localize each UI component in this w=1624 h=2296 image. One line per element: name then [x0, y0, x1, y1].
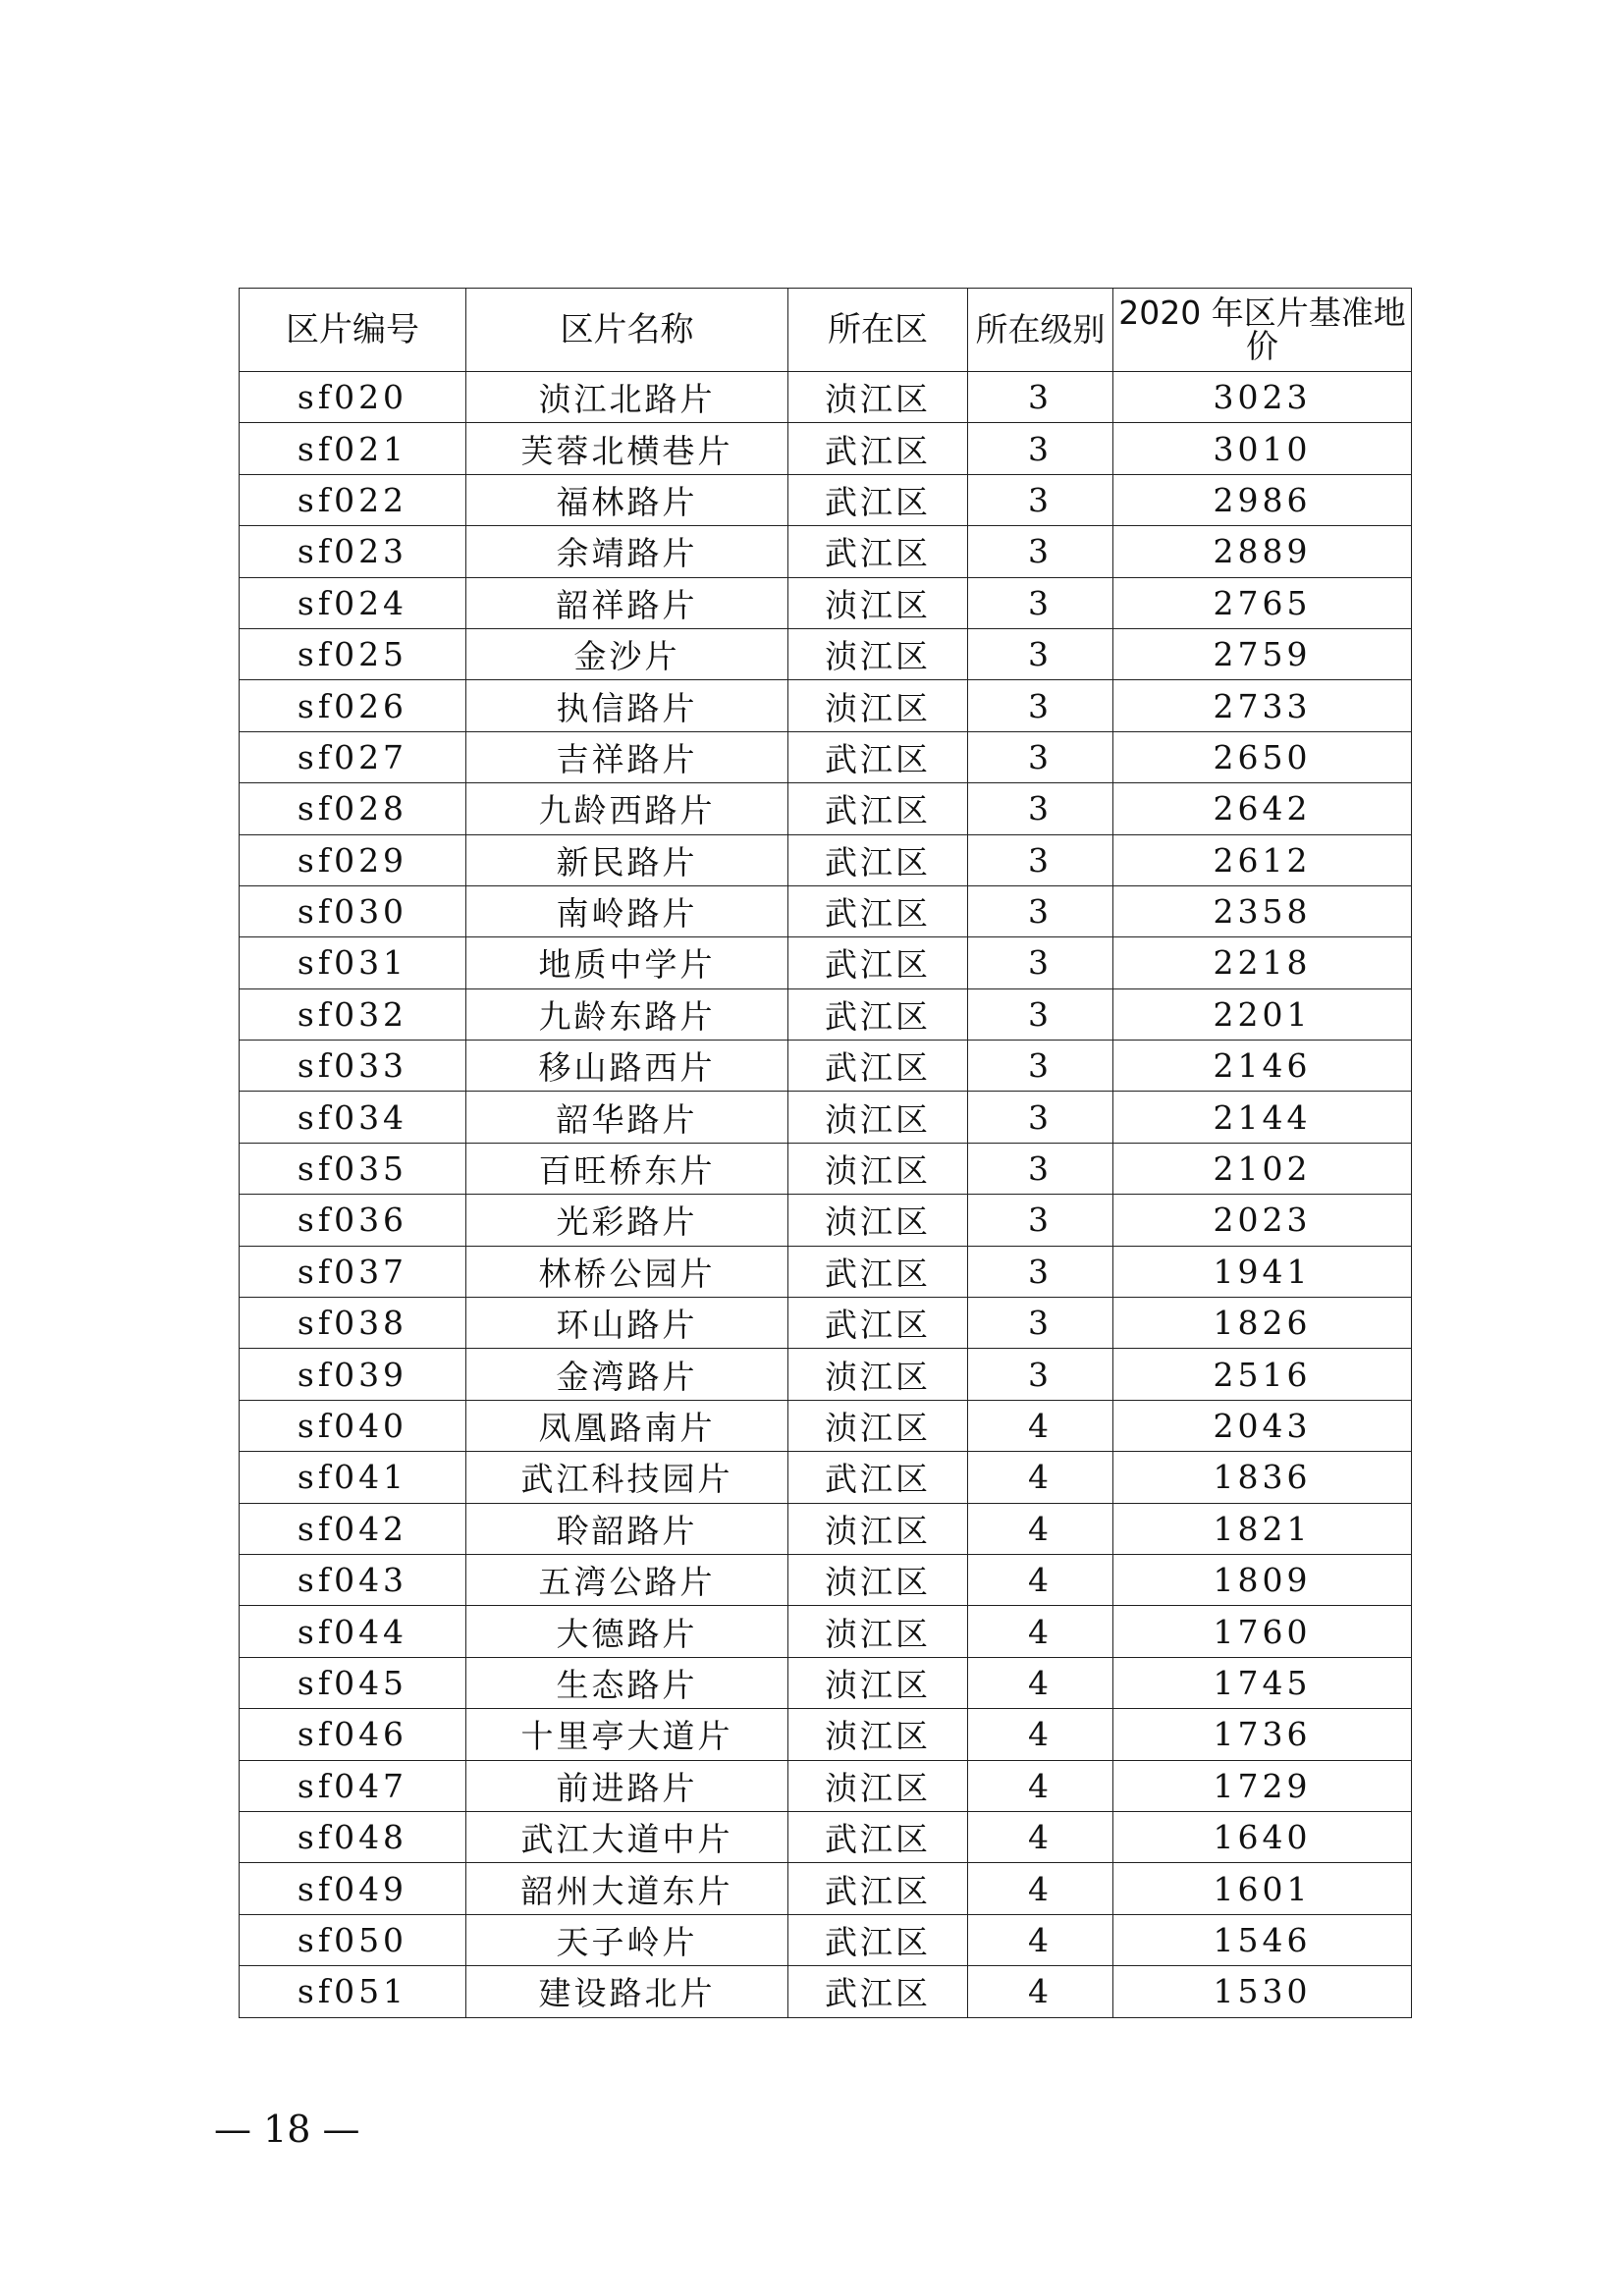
cell-zone-code: sf030 [240, 885, 466, 936]
cell-base-price: 1826 [1113, 1298, 1412, 1349]
cell-level: 4 [968, 1503, 1113, 1554]
cell-zone-code: sf021 [240, 423, 466, 474]
cell-base-price: 1760 [1113, 1606, 1412, 1657]
cell-level: 4 [968, 1863, 1113, 1914]
cell-district: 浈江区 [788, 1709, 968, 1760]
cell-level: 3 [968, 680, 1113, 731]
cell-base-price: 2642 [1113, 783, 1412, 834]
cell-zone-name: 建设路北片 [466, 1966, 788, 2017]
cell-zone-code: sf020 [240, 372, 466, 423]
cell-base-price: 1736 [1113, 1709, 1412, 1760]
cell-district: 浈江区 [788, 577, 968, 628]
table-row [240, 1606, 1412, 1657]
cell-level: 3 [968, 1349, 1113, 1400]
table-row [240, 1554, 1412, 1605]
cell-level: 4 [968, 1914, 1113, 1965]
cell-zone-code: sf048 [240, 1811, 466, 1862]
cell-base-price: 2144 [1113, 1092, 1412, 1143]
land-price-table [239, 288, 1412, 2018]
table-row [240, 1503, 1412, 1554]
table-row [240, 1195, 1412, 1246]
cell-zone-name: 林桥公园片 [466, 1246, 788, 1297]
cell-base-price: 1941 [1113, 1246, 1412, 1297]
cell-district: 武江区 [788, 423, 968, 474]
cell-district: 武江区 [788, 834, 968, 885]
cell-base-price: 1745 [1113, 1657, 1412, 1708]
cell-zone-name: 移山路西片 [466, 1041, 788, 1092]
cell-level: 3 [968, 423, 1113, 474]
table-row [240, 1400, 1412, 1451]
cell-level: 3 [968, 577, 1113, 628]
cell-zone-name: 吉祥路片 [466, 731, 788, 782]
cell-zone-name: 武江科技园片 [466, 1452, 788, 1503]
cell-zone-code: sf036 [240, 1195, 466, 1246]
table-row [240, 474, 1412, 525]
table-row [240, 1092, 1412, 1143]
cell-zone-code: sf039 [240, 1349, 466, 1400]
cell-zone-name: 芙蓉北横巷片 [466, 423, 788, 474]
cell-level: 3 [968, 988, 1113, 1040]
cell-zone-code: sf028 [240, 783, 466, 834]
cell-zone-code: sf032 [240, 988, 466, 1040]
cell-level: 3 [968, 526, 1113, 577]
cell-level: 4 [968, 1400, 1113, 1451]
cell-base-price: 2201 [1113, 988, 1412, 1040]
cell-zone-code: sf034 [240, 1092, 466, 1143]
cell-district: 浈江区 [788, 1400, 968, 1451]
header-zone-code: 区片编号 [240, 289, 466, 372]
table-body [240, 372, 1412, 2018]
cell-zone-name: 新民路片 [466, 834, 788, 885]
cell-zone-code: sf043 [240, 1554, 466, 1605]
cell-zone-code: sf042 [240, 1503, 466, 1554]
cell-base-price: 2733 [1113, 680, 1412, 731]
cell-zone-name: 大德路片 [466, 1606, 788, 1657]
cell-zone-name: 前进路片 [466, 1760, 788, 1811]
header-zone-name: 区片名称 [466, 289, 788, 372]
cell-level: 3 [968, 1041, 1113, 1092]
table-row [240, 1246, 1412, 1297]
cell-zone-name: 九龄西路片 [466, 783, 788, 834]
cell-district: 浈江区 [788, 1606, 968, 1657]
cell-zone-name: 地质中学片 [466, 937, 788, 988]
cell-zone-name: 生态路片 [466, 1657, 788, 1708]
table-row [240, 1709, 1412, 1760]
cell-district: 武江区 [788, 1914, 968, 1965]
cell-base-price: 2650 [1113, 731, 1412, 782]
cell-district: 武江区 [788, 731, 968, 782]
header-base-price: 2020 年区片基准地价 [1113, 289, 1412, 372]
cell-level: 4 [968, 1966, 1113, 2017]
cell-zone-code: sf026 [240, 680, 466, 731]
table-row [240, 937, 1412, 988]
cell-base-price: 2612 [1113, 834, 1412, 885]
cell-level: 4 [968, 1811, 1113, 1862]
cell-district: 武江区 [788, 1811, 968, 1862]
cell-zone-name: 执信路片 [466, 680, 788, 731]
cell-zone-name: 金湾路片 [466, 1349, 788, 1400]
cell-zone-name: 聆韶路片 [466, 1503, 788, 1554]
table-row [240, 423, 1412, 474]
table-row [240, 1452, 1412, 1503]
cell-zone-name: 环山路片 [466, 1298, 788, 1349]
table-row [240, 628, 1412, 679]
cell-zone-code: sf047 [240, 1760, 466, 1811]
cell-base-price: 1809 [1113, 1554, 1412, 1605]
cell-district: 武江区 [788, 988, 968, 1040]
cell-level: 3 [968, 1092, 1113, 1143]
cell-district: 浈江区 [788, 1760, 968, 1811]
cell-zone-code: sf046 [240, 1709, 466, 1760]
cell-level: 4 [968, 1760, 1113, 1811]
cell-base-price: 2023 [1113, 1195, 1412, 1246]
table-row [240, 1349, 1412, 1400]
cell-base-price: 1640 [1113, 1811, 1412, 1862]
cell-zone-code: sf025 [240, 628, 466, 679]
cell-district: 浈江区 [788, 1554, 968, 1605]
cell-base-price: 1729 [1113, 1760, 1412, 1811]
table-row [240, 1811, 1412, 1862]
cell-district: 浈江区 [788, 1092, 968, 1143]
cell-zone-name: 天子岭片 [466, 1914, 788, 1965]
cell-zone-name: 百旺桥东片 [466, 1143, 788, 1194]
cell-level: 4 [968, 1709, 1113, 1760]
header-district: 所在区 [788, 289, 968, 372]
cell-zone-code: sf037 [240, 1246, 466, 1297]
table-row [240, 1041, 1412, 1092]
cell-zone-code: sf045 [240, 1657, 466, 1708]
cell-base-price: 2043 [1113, 1400, 1412, 1451]
table-row [240, 1966, 1412, 2017]
cell-zone-name: 韶祥路片 [466, 577, 788, 628]
table-row [240, 988, 1412, 1040]
cell-zone-name: 余靖路片 [466, 526, 788, 577]
cell-level: 3 [968, 731, 1113, 782]
cell-district: 武江区 [788, 1966, 968, 2017]
cell-district: 浈江区 [788, 372, 968, 423]
cell-zone-name: 福林路片 [466, 474, 788, 525]
table-row [240, 526, 1412, 577]
cell-base-price: 2986 [1113, 474, 1412, 525]
header-level: 所在级别 [968, 289, 1113, 372]
cell-level: 3 [968, 937, 1113, 988]
cell-level: 3 [968, 783, 1113, 834]
cell-base-price: 2146 [1113, 1041, 1412, 1092]
cell-district: 浈江区 [788, 1503, 968, 1554]
cell-level: 3 [968, 1298, 1113, 1349]
table-header-row [240, 289, 1412, 372]
cell-level: 3 [968, 628, 1113, 679]
cell-level: 3 [968, 1195, 1113, 1246]
table-row [240, 1863, 1412, 1914]
cell-level: 3 [968, 1246, 1113, 1297]
cell-level: 3 [968, 372, 1113, 423]
cell-zone-name: 凤凰路南片 [466, 1400, 788, 1451]
cell-base-price: 3010 [1113, 423, 1412, 474]
cell-zone-name: 九龄东路片 [466, 988, 788, 1040]
cell-district: 武江区 [788, 1246, 968, 1297]
cell-zone-code: sf050 [240, 1914, 466, 1965]
cell-zone-code: sf040 [240, 1400, 466, 1451]
table-row [240, 1143, 1412, 1194]
cell-zone-name: 韶华路片 [466, 1092, 788, 1143]
table-row [240, 577, 1412, 628]
cell-zone-code: sf038 [240, 1298, 466, 1349]
cell-zone-name: 十里亭大道片 [466, 1709, 788, 1760]
cell-district: 浈江区 [788, 1657, 968, 1708]
cell-district: 浈江区 [788, 628, 968, 679]
cell-base-price: 2516 [1113, 1349, 1412, 1400]
cell-zone-code: sf049 [240, 1863, 466, 1914]
cell-base-price: 1821 [1113, 1503, 1412, 1554]
cell-level: 3 [968, 474, 1113, 525]
cell-district: 浈江区 [788, 680, 968, 731]
cell-zone-name: 光彩路片 [466, 1195, 788, 1246]
cell-zone-name: 浈江北路片 [466, 372, 788, 423]
cell-level: 3 [968, 885, 1113, 936]
cell-zone-code: sf051 [240, 1966, 466, 2017]
table-row [240, 1657, 1412, 1708]
cell-base-price: 3023 [1113, 372, 1412, 423]
cell-base-price: 2218 [1113, 937, 1412, 988]
table-row [240, 731, 1412, 782]
cell-level: 3 [968, 834, 1113, 885]
cell-zone-name: 韶州大道东片 [466, 1863, 788, 1914]
cell-zone-name: 南岭路片 [466, 885, 788, 936]
cell-district: 浈江区 [788, 1195, 968, 1246]
cell-base-price: 2358 [1113, 885, 1412, 936]
cell-base-price: 1530 [1113, 1966, 1412, 2017]
cell-level: 4 [968, 1452, 1113, 1503]
cell-district: 武江区 [788, 1041, 968, 1092]
cell-base-price: 1546 [1113, 1914, 1412, 1965]
cell-zone-name: 五湾公路片 [466, 1554, 788, 1605]
cell-base-price: 2102 [1113, 1143, 1412, 1194]
cell-zone-code: sf024 [240, 577, 466, 628]
cell-base-price: 2889 [1113, 526, 1412, 577]
cell-district: 浈江区 [788, 1349, 968, 1400]
cell-zone-code: sf027 [240, 731, 466, 782]
cell-district: 武江区 [788, 937, 968, 988]
cell-level: 4 [968, 1554, 1113, 1605]
table-row [240, 885, 1412, 936]
cell-level: 4 [968, 1657, 1113, 1708]
table-row [240, 1914, 1412, 1965]
cell-base-price: 2759 [1113, 628, 1412, 679]
cell-district: 武江区 [788, 885, 968, 936]
cell-zone-code: sf031 [240, 937, 466, 988]
cell-district: 武江区 [788, 1452, 968, 1503]
cell-zone-code: sf035 [240, 1143, 466, 1194]
cell-zone-name: 金沙片 [466, 628, 788, 679]
cell-zone-name: 武江大道中片 [466, 1811, 788, 1862]
table-row [240, 834, 1412, 885]
cell-base-price: 1836 [1113, 1452, 1412, 1503]
cell-level: 3 [968, 1143, 1113, 1194]
cell-zone-code: sf044 [240, 1606, 466, 1657]
cell-district: 武江区 [788, 1298, 968, 1349]
table-row [240, 372, 1412, 423]
cell-base-price: 2765 [1113, 577, 1412, 628]
table-row [240, 680, 1412, 731]
cell-zone-code: sf041 [240, 1452, 466, 1503]
cell-district: 武江区 [788, 474, 968, 525]
cell-district: 武江区 [788, 1863, 968, 1914]
cell-district: 武江区 [788, 526, 968, 577]
table-row [240, 783, 1412, 834]
table-row [240, 1298, 1412, 1349]
cell-district: 浈江区 [788, 1143, 968, 1194]
cell-zone-code: sf033 [240, 1041, 466, 1092]
page-number: — 18 — [214, 2108, 360, 2151]
table-row [240, 1760, 1412, 1811]
cell-base-price: 1601 [1113, 1863, 1412, 1914]
cell-district: 武江区 [788, 783, 968, 834]
cell-level: 4 [968, 1606, 1113, 1657]
cell-zone-code: sf029 [240, 834, 466, 885]
cell-zone-code: sf022 [240, 474, 466, 525]
cell-zone-code: sf023 [240, 526, 466, 577]
